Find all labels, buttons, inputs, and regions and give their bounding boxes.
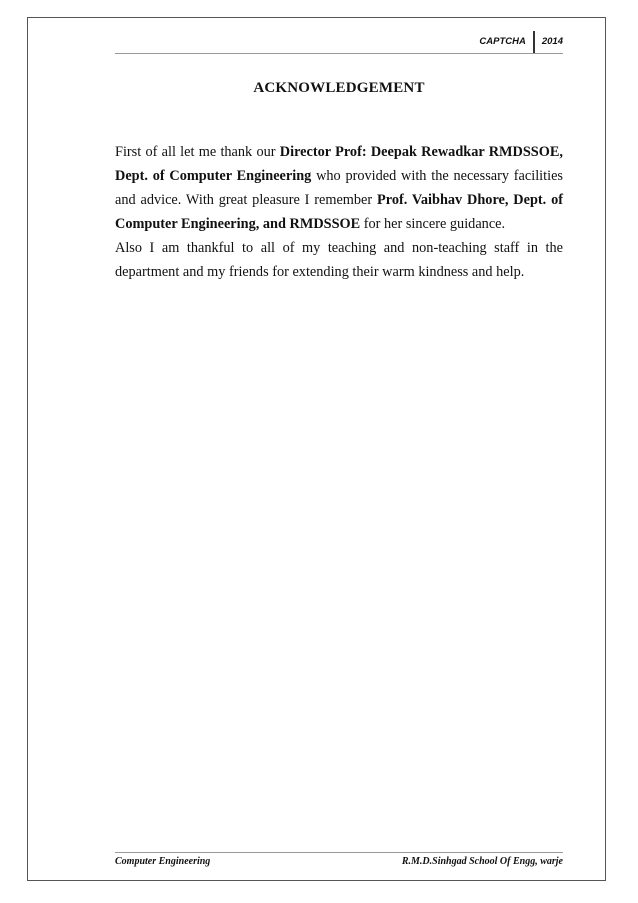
para1-text-3: for her sincere guidance. — [360, 216, 506, 232]
para1-bold-2: Prof. Vaibhav Dhore, Dept. of Computer Engineering, and RMDSSOE — [115, 192, 563, 232]
page-footer — [115, 856, 563, 867]
footer-rule — [115, 852, 563, 853]
footer-department: Computer Engineering — [115, 856, 211, 867]
paragraph-1 — [115, 140, 563, 236]
page-title: ACKNOWLEDGEMENT — [253, 80, 425, 96]
header-year: 2014 — [541, 36, 563, 47]
footer-school: R.M.D.Sinhgad School Of Engg, warje — [401, 856, 563, 867]
para1-text-2: who provided with the necessary facilities and advice. With great pleasure I remember — [115, 168, 563, 208]
page-header — [479, 31, 563, 53]
acknowledgement-body — [115, 140, 563, 284]
para1-text-1: First of all let me thank our — [115, 144, 280, 160]
para1-bold-1: Director Prof: Deepak Rewadkar RMDSSOE, Dept. of Computer Engineering — [115, 144, 563, 184]
header-rule — [115, 53, 563, 54]
header-title: CAPTCHA — [479, 36, 526, 47]
paragraph-2: Also I am thankful to all of my teaching and non-teaching staff in the department and my friends for extending their warm kindness and help. — [115, 240, 563, 280]
